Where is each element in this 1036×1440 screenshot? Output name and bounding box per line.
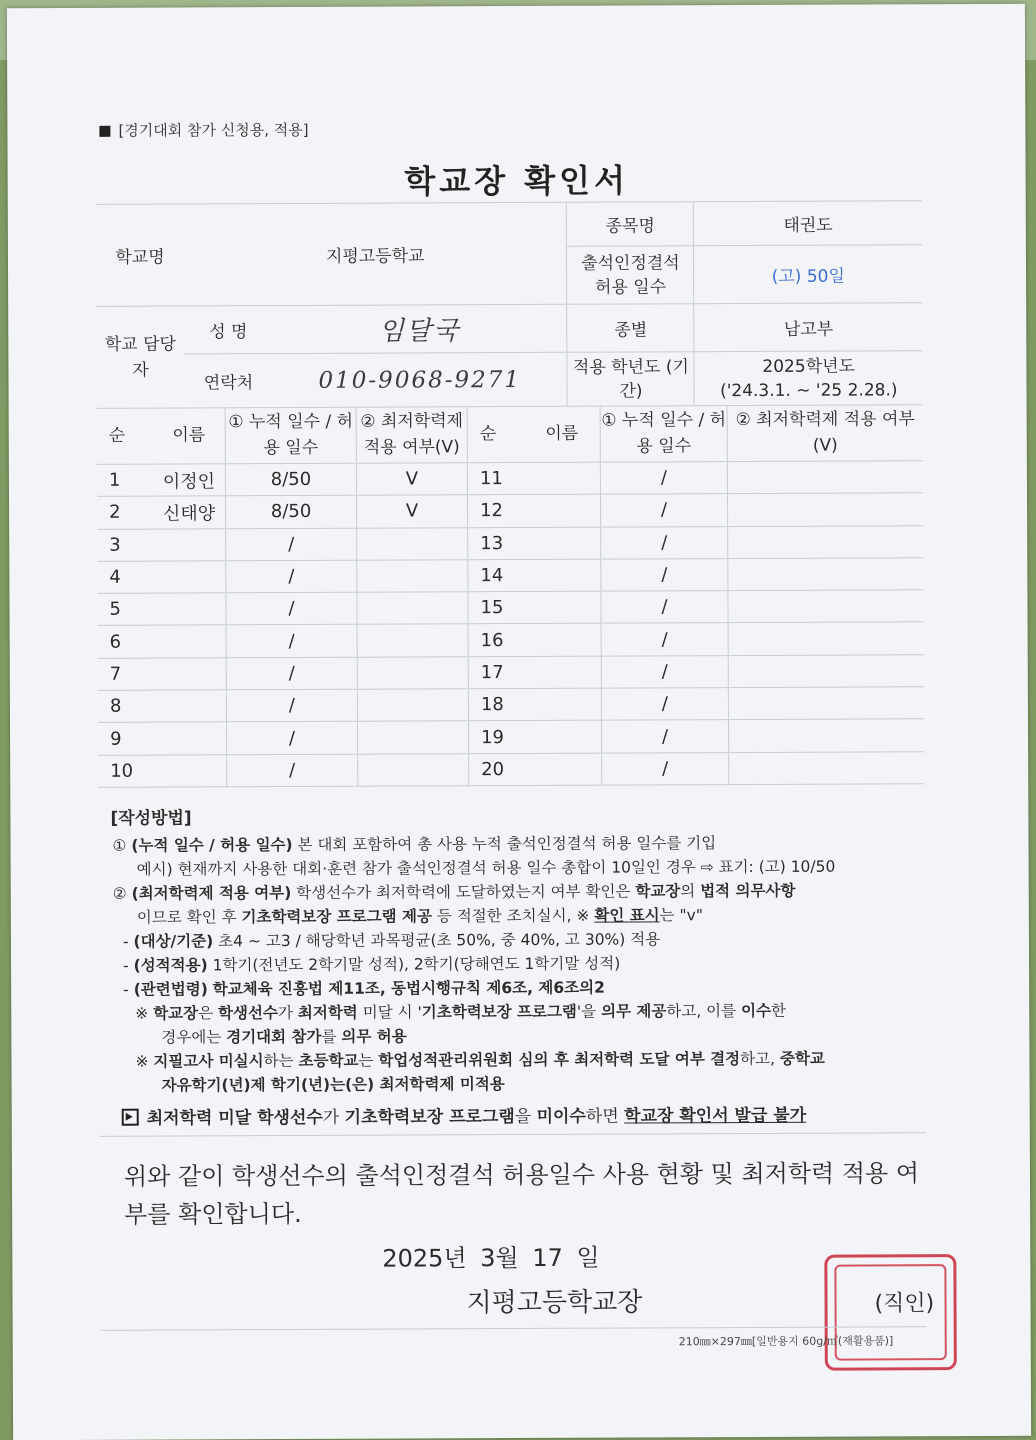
s1l: 한 [770, 1001, 787, 1020]
roster-cell-l-check [357, 560, 468, 593]
header-min-right: ② 최저학력제 적용 여부(V) [727, 404, 923, 461]
roster-cell-l-no: 10 [98, 755, 154, 788]
roster-cell-l-name [154, 722, 227, 755]
roster-cell-r-check [728, 655, 924, 688]
document-page [7, 4, 1031, 1440]
roster-cell-r-days: / [601, 494, 728, 527]
roster-cell-l-check [357, 657, 468, 690]
roster-cell-r-no: 18 [468, 689, 525, 722]
roster-cell-r-name [524, 559, 601, 592]
school-name: 지평고등학교 [184, 202, 567, 306]
roster-cell-l-days: / [226, 560, 357, 593]
special-note-1: ※ 학교장은 학생선수가 최저학력 미달 시 '기초학력보장 프로그램'을 의무 제공하고, 이를 이수한 [135, 1001, 787, 1023]
table-row [98, 687, 924, 723]
roster-cell-l-check [357, 721, 468, 754]
table-row [97, 590, 923, 626]
divider [100, 1132, 926, 1137]
roster-cell-r-check [728, 590, 924, 623]
s2f: 하고, [740, 1049, 776, 1069]
header-name-right: 이름 [524, 406, 601, 463]
roster-cell-r-days: / [601, 526, 728, 559]
s1i: 의무 제공 [601, 1002, 667, 1021]
table-row [97, 493, 923, 529]
roster-cell-l-days: / [227, 754, 358, 787]
roster-cell-r-days: / [601, 720, 728, 753]
roster-cell-l-days: / [226, 528, 357, 561]
header-no-left: 순 [97, 408, 153, 465]
contact-label: 연락처 [184, 354, 272, 408]
roster-cell-r-no: 20 [469, 753, 526, 786]
box-f: 하면 [585, 1106, 619, 1127]
s1c: 학생선수 [217, 1004, 278, 1023]
name-label: 성 명 [184, 306, 272, 354]
roster-cell-r-days: / [601, 655, 728, 688]
s1l2d: 의무 허용 [341, 1027, 407, 1046]
instruction-2-l2b: 등 적절한 조치실시, ※ [436, 906, 590, 926]
year-period: ('24.3.1. ~ '25 2.28.) [720, 379, 898, 401]
roster-cell-l-check [357, 592, 468, 625]
roster-cell-l-no: 8 [98, 690, 154, 723]
category-label: 종별 [567, 304, 694, 353]
instruction-1-text: 본 대회 포함하여 총 사용 누적 출석인정결석 허용 일수를 기입 [297, 834, 717, 854]
seal-label: (직인) [874, 1291, 935, 1317]
instruction-2-l2c: 는 "v" [659, 906, 704, 925]
roster-cell-r-name [525, 688, 602, 721]
handwritten-contact: 010-9068-9271 [318, 366, 522, 394]
roster-cell-r-name [525, 721, 602, 754]
roster-cell-l-check [357, 527, 468, 560]
instruction-2-b3: 기초학력보장 프로그램 제공 [241, 907, 433, 927]
roster-cell-l-no: 4 [97, 561, 153, 594]
roster-cell-l-name: 이정인 [153, 464, 226, 497]
roster-cell-l-check: V [357, 495, 468, 528]
header-name-left: 이름 [153, 407, 226, 464]
roster-cell-r-no: 17 [468, 656, 525, 689]
instruction-2 [113, 879, 796, 906]
instruction-2-b2: 법적 의무사항 [700, 881, 796, 901]
s2g: 중학교 [779, 1049, 825, 1068]
student-roster-table [97, 404, 925, 788]
roster-cell-l-no: 1 [97, 464, 153, 497]
roster-cell-l-no: 3 [97, 529, 153, 562]
handwritten-name: 임달국 [378, 316, 461, 347]
instruction-2-line2 [137, 903, 703, 929]
header-min-left: ② 최저학력제 적용 여부(V) [356, 406, 467, 463]
paper-spec-footer: 210㎜×297㎜[일반용지 60g/㎡(재활용품)] [678, 1334, 894, 1349]
event-label: 종목명 [567, 202, 694, 247]
table-row [98, 719, 924, 755]
roster-cell-l-name [153, 593, 226, 626]
roster-cell-r-no: 19 [468, 721, 525, 754]
roster-cell-l-no: 7 [98, 658, 154, 691]
info-table [96, 200, 923, 409]
s1k: 이수 [741, 1001, 772, 1021]
box-g: 학교장 확인서 발급 불가 [624, 1105, 807, 1127]
roster-cell-r-no: 11 [467, 462, 524, 495]
box-a: 최저학력 미달 학생선수 [146, 1107, 323, 1129]
roster-cell-l-no: 6 [98, 626, 154, 659]
category-value: 남고부 [694, 303, 922, 352]
roster-cell-l-name [153, 528, 226, 561]
special-note-1-line2 [161, 1024, 406, 1049]
roster-cell-r-check [728, 493, 924, 526]
table-row [98, 655, 924, 691]
roster-cell-l-days: / [226, 592, 357, 625]
instruction-1-example: 예시) 현재까지 사용한 대회·훈련 참가 출석인정결석 허용 일수 총합이 10일인 경우 ⇨ 표기: (고) 10/50 [136, 857, 836, 879]
s1a: 학교장 [153, 1004, 199, 1023]
detail-target: - (대상/기준) 초4 ~ 고3 / 해당학년 과목평균(초 50%, 중 40%, 고 30%) 적용 [122, 930, 661, 951]
s2a: 지필고사 미실시 [153, 1052, 264, 1071]
roster-cell-r-days: / [600, 462, 727, 495]
roster-cell-r-no: 14 [468, 559, 525, 592]
special-note-2-line2: 자유학기(년)제 학기(년)는(은) 최저학력제 미적용 [161, 1075, 505, 1095]
allowed-days-value: (고) 50일 [694, 245, 922, 304]
instruction-2-t2: 의 [680, 882, 696, 901]
roster-cell-r-days: / [601, 623, 728, 656]
roster-cell-l-check [357, 624, 468, 657]
instruction-2-b4: 확인 표시 [594, 906, 660, 925]
confirmation-statement: 위와 같이 학생선수의 출석인정결석 허용일수 사용 현황 및 최저학력 적용 여부를 확인합니다. [123, 1159, 920, 1229]
roster-cell-r-check [728, 687, 924, 720]
issue-date: 2025년 3월 17 일 [382, 1243, 600, 1273]
principal-title: 지평고등학교장 [466, 1287, 643, 1319]
roster-cell-l-name [154, 754, 227, 787]
roster-cell-r-days: / [601, 558, 728, 591]
special-note-2: ※ 지필고사 미실시하는 초등학교는 학업성적관리위원회 심의 후 최저학력 도달 여부 결정하고, 중학교 [135, 1049, 825, 1071]
circled-1: ① [112, 836, 127, 855]
roster-cell-r-check [727, 461, 923, 494]
event-value: 태권도 [694, 201, 922, 246]
roster-cell-l-check: V [356, 463, 467, 496]
roster-cell-l-no: 5 [97, 593, 153, 626]
header-note [99, 119, 308, 141]
page-title: 학교장 확인서 [404, 161, 630, 201]
detail-grades-text: 1학기(전년도 2학기말 성적), 2학기(당해연도 1학기말 성적) [212, 954, 621, 975]
roster-cell-l-days: / [226, 625, 357, 658]
roster-cell-l-name [154, 690, 227, 723]
header-note-text: [경기대회 참가 신청용, 적용] [118, 120, 309, 140]
roster-cell-l-name [153, 561, 226, 594]
box-b: 가 [322, 1107, 340, 1128]
school-label: 학교명 [96, 204, 184, 306]
detail-target-text: 초4 ~ 고3 / 해당학년 과목평균(초 50%, 중 40%, 고 30%) 적용 [218, 930, 661, 951]
year-label: 적용 학년도 (기간) [567, 352, 694, 407]
table-row [97, 558, 923, 594]
roster-cell-r-check [729, 751, 925, 784]
instructions-title: [작성방법] [110, 808, 192, 829]
roster-cell-r-name [524, 527, 601, 560]
warning-box-note [122, 1101, 807, 1129]
instruction-1 [112, 831, 716, 858]
roster-cell-r-days: / [601, 591, 728, 624]
roster-cell-r-no: 15 [468, 592, 525, 625]
year-value: 2025학년도 [762, 356, 855, 377]
instruction-2-text: 학생선수가 최저학력에 도달하였는지 여부 확인은 [296, 882, 631, 902]
roster-cell-r-check [728, 622, 924, 655]
circled-2: ② [112, 884, 127, 903]
header-days-left: ① 누적 일수 / 허용 일수 [225, 407, 356, 464]
roster-cell-l-name [154, 658, 227, 691]
detail-law-text: 학교체육 진흥법 제11조, 동법시행규칙 제6조, 제6조의2 [212, 978, 605, 999]
instruction-2-b1: 학교장 [635, 882, 681, 901]
s1j: 하고, 이를 [666, 1002, 737, 1021]
box-c: 기초학력보장 프로그램 [344, 1107, 515, 1128]
s1e: 최저학력 [297, 1003, 358, 1022]
roster-cell-r-no: 13 [468, 527, 525, 560]
s1l2b: 경기대회 참가 [226, 1027, 322, 1047]
table-row [97, 461, 923, 497]
roster-cell-l-check [357, 689, 468, 722]
detail-law-bold: (관련법령) [133, 980, 208, 999]
s1d: 가 [277, 1003, 293, 1023]
checkbox-arrow-icon [122, 1109, 139, 1126]
s1b: 은 [198, 1004, 214, 1023]
box-d: 을 [514, 1106, 532, 1128]
s1l2c: 를 [321, 1027, 337, 1046]
detail-grades: - (성적적용) 1학기(전년도 2학기말 성적), 2학기(당해연도 1학기말 성적) [123, 954, 621, 975]
roster-cell-l-no: 2 [97, 496, 153, 529]
s2c: 초등학교 [298, 1051, 359, 1070]
allowed-days-label: 출석인정결석 허용 일수 [567, 246, 694, 305]
roster-cell-l-days: / [226, 722, 357, 755]
table-row [98, 751, 924, 787]
roster-cell-r-name [524, 462, 601, 495]
s1g: 기초학력보장 프로그램 [421, 1002, 577, 1022]
detail-target-bold: (대상/기준) [133, 932, 214, 951]
roster-cell-l-days: 8/50 [226, 496, 357, 529]
roster-cell-l-days: / [226, 657, 357, 690]
roster-cell-r-days: / [601, 688, 728, 721]
footer-divider [101, 1326, 927, 1331]
roster-cell-r-no: 16 [468, 624, 525, 657]
roster-cell-l-days: 8/50 [225, 463, 356, 496]
roster-cell-r-name [525, 624, 602, 657]
roster-cell-r-name [524, 494, 601, 527]
manager-label: 학교 담당자 [96, 306, 184, 408]
s1l2a: 경우에는 [161, 1028, 222, 1047]
roster-cell-r-days: / [602, 752, 729, 785]
header-no-right: 순 [467, 406, 524, 463]
roster-cell-r-name [524, 591, 601, 624]
roster-cell-r-check [728, 558, 924, 591]
s2e: 학업성적관리위원회 심의 후 최저학력 도달 여부 결정 [378, 1050, 741, 1070]
s1f: 미달 시 ' [362, 1003, 422, 1022]
roster-cell-r-check [728, 525, 924, 558]
box-e: 미이수 [536, 1106, 586, 1127]
header-days-right: ① 누적 일수 / 허용 일수 [600, 405, 727, 462]
roster-cell-r-check [728, 719, 924, 752]
roster-cell-l-days: / [226, 689, 357, 722]
detail-grades-bold: (성적적용) [133, 956, 208, 975]
table-row [97, 525, 923, 561]
s1h: '을 [576, 1002, 597, 1021]
roster-cell-l-check [358, 753, 469, 786]
roster-cell-r-name [525, 753, 602, 786]
square-bullet-icon [99, 126, 110, 137]
roster-header-row [97, 404, 923, 464]
roster-cell-r-name [525, 656, 602, 689]
roster-cell-r-no: 12 [468, 495, 525, 528]
s2b: 하는 [263, 1051, 294, 1071]
table-row [98, 622, 924, 658]
s2d: 는 [358, 1051, 374, 1070]
detail-law: - (관련법령) 학교체육 진흥법 제11조, 동법시행규칙 제6조, 제6조의2 [123, 978, 605, 999]
instruction-2-bold: (최저학력제 적용 여부) [131, 883, 292, 903]
instruction-2-l2a: 이므로 확인 후 [136, 908, 237, 927]
roster-cell-l-no: 9 [98, 722, 154, 755]
instruction-1-bold: (누적 일수 / 허용 일수) [131, 835, 293, 855]
roster-cell-l-name: 신태양 [153, 496, 226, 529]
roster-cell-l-name [154, 625, 227, 658]
